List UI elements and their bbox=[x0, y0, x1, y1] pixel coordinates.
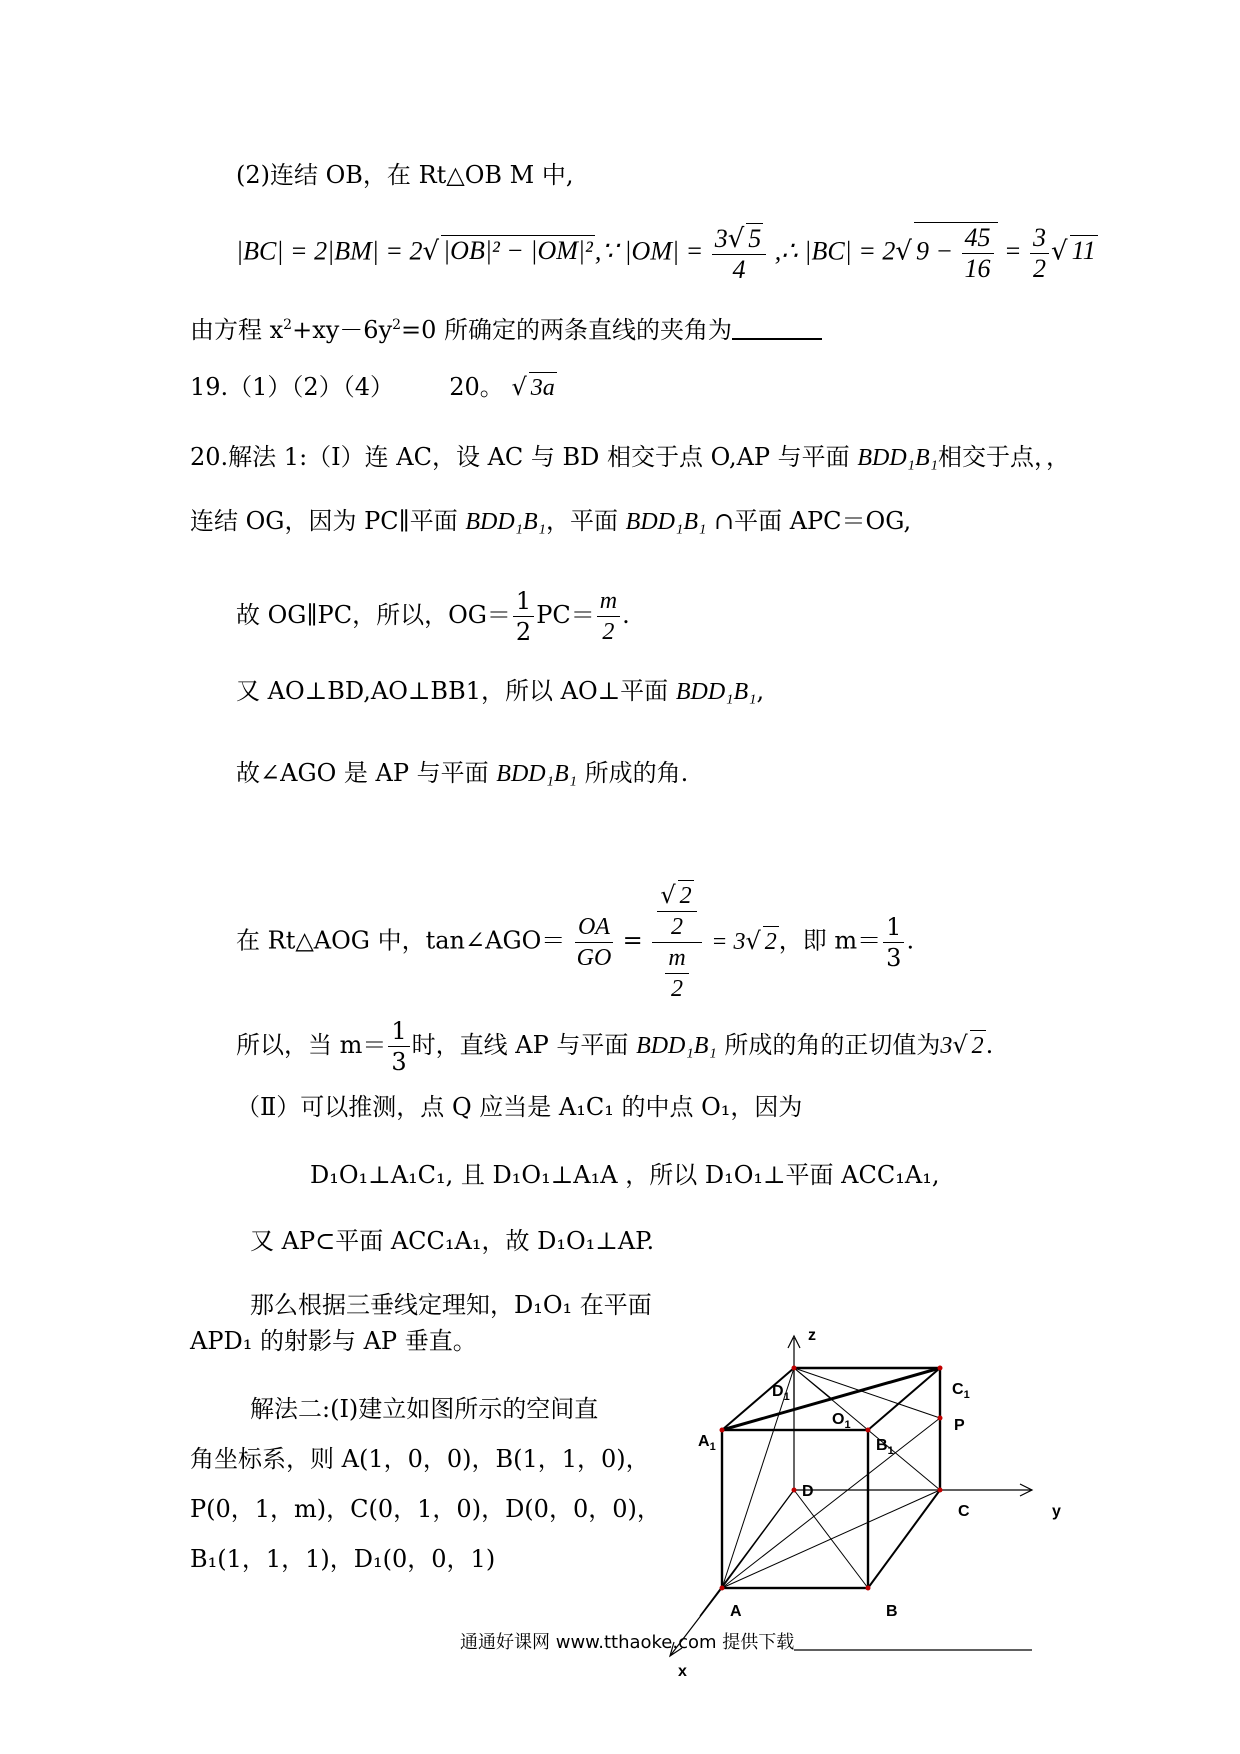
solution-method2-intro: 解法二:(Ⅰ)建立如图所示的空间直 bbox=[250, 1395, 599, 1423]
solution-ao-perp: 又 AO⊥BD,AO⊥BB1，所以 AO⊥平面 BDD₁B₁, bbox=[236, 677, 765, 705]
formula-bc-length: |BC| = 2|BM| = 2√ |OB|² − |OM|²,∵ |OM| = $\frac{3√ 5}{4}$ ,∴ |BC| = 2√ 9 − $\frac{45}{16}$ = $\frac{3}{2}$ √ 11 bbox=[236, 223, 1096, 284]
label-a1: $A_1$ bbox=[698, 1433, 716, 1453]
solution-angle-ago: 故∠AGO 是 AP 与平面 BDD₁B₁ 所成的角. bbox=[236, 759, 689, 787]
solution-tan-ago: 在 Rt△AOG 中，tan∠AGO＝ $\frac{OA}{GO}$ = $\frac{\frac{√ 2}{2}}{\frac{m}{2}}$ = 3√ 2，即 m＝ $\frac{1}{3}$ . bbox=[236, 881, 915, 1002]
line-connect-ob: (2)连结 OB，在 Rt△OB M 中, bbox=[236, 161, 574, 189]
label-d: D bbox=[802, 1483, 814, 1500]
label-d1: $D_1$ bbox=[772, 1383, 790, 1403]
label-c1: $C_1$ bbox=[952, 1381, 970, 1401]
solution-ap-in-plane: 又 AP⊂平面 ACC₁A₁，故 D₁O₁⊥AP. bbox=[250, 1227, 655, 1255]
cube-diagram bbox=[660, 1320, 1080, 1680]
coords-line-2: P(0，1，m)，C(0，1，0)，D(0，0，0)， bbox=[190, 1495, 661, 1523]
solution-conclusion-m: 所以，当 m＝ $\frac{1}{3}$ 时，直线 AP 与平面 BDD₁B₁ 所成的角的正切值为3√ 2. bbox=[236, 1017, 994, 1076]
answers-19-20: 19.（1）（2）（4） 20。 √ 3a bbox=[190, 373, 555, 401]
solution-og-half-pc: 故 OG∥PC，所以，OG＝ $\frac{1}{2}$ PC＝ $\frac{m}{2}$ . bbox=[236, 587, 630, 646]
solution-projection: APD₁ 的射影与 AP 垂直。 bbox=[190, 1327, 477, 1355]
solution-line-og: 连结 OG，因为 PC∥平面 BDD₁B₁，平面 BDD₁B₁ ∩平面 APC＝OG, bbox=[190, 507, 912, 535]
page-footer: 通通好课网 www.tthaoke.com 提供下载 bbox=[460, 1632, 795, 1653]
front-face bbox=[722, 1430, 868, 1588]
label-p: P bbox=[954, 1417, 965, 1434]
label-a: A bbox=[730, 1603, 742, 1620]
solution-three-perp-theorem: 那么根据三垂线定理知，D₁O₁ 在平面 bbox=[250, 1291, 652, 1319]
coords-line-3: B₁(1，1，1)，D₁(0，0，1) bbox=[190, 1545, 496, 1573]
label-c: C bbox=[958, 1503, 970, 1520]
solution-part2-intro: （Ⅱ）可以推测，点 Q 应当是 A₁C₁ 的中点 O₁，因为 bbox=[236, 1093, 803, 1121]
label-y: y bbox=[1052, 1503, 1061, 1520]
solution-d1o1-perp: D₁O₁⊥A₁C₁, 且 D₁O₁⊥A₁A ，所以 D₁O₁⊥平面 ACC₁A₁, bbox=[310, 1161, 940, 1189]
label-b: B bbox=[886, 1603, 898, 1620]
question-angle-between-lines: 由方程 $x^2+xy-6y^2=0$ 所确定的两条直线的夹角为 bbox=[190, 310, 822, 345]
label-x: x bbox=[678, 1663, 687, 1680]
solution-20-method1-intro: 20.解法 1:（Ⅰ）连 AC，设 AC 与 BD 相交于点 O,AP 与平面 BDD₁B₁相交于点，， bbox=[190, 443, 1070, 471]
label-b1: $B_1$ bbox=[876, 1437, 894, 1457]
label-o1: $O_1$ bbox=[832, 1411, 851, 1431]
coords-line-1: 角坐标系，则 A(1，0，0)，B(1，1，0)， bbox=[190, 1445, 650, 1473]
label-z: z bbox=[808, 1327, 816, 1344]
answer-blank bbox=[732, 316, 822, 340]
fraction-3sqrt5-over-4: $\frac{3√ 5}{4}$ bbox=[712, 223, 767, 285]
